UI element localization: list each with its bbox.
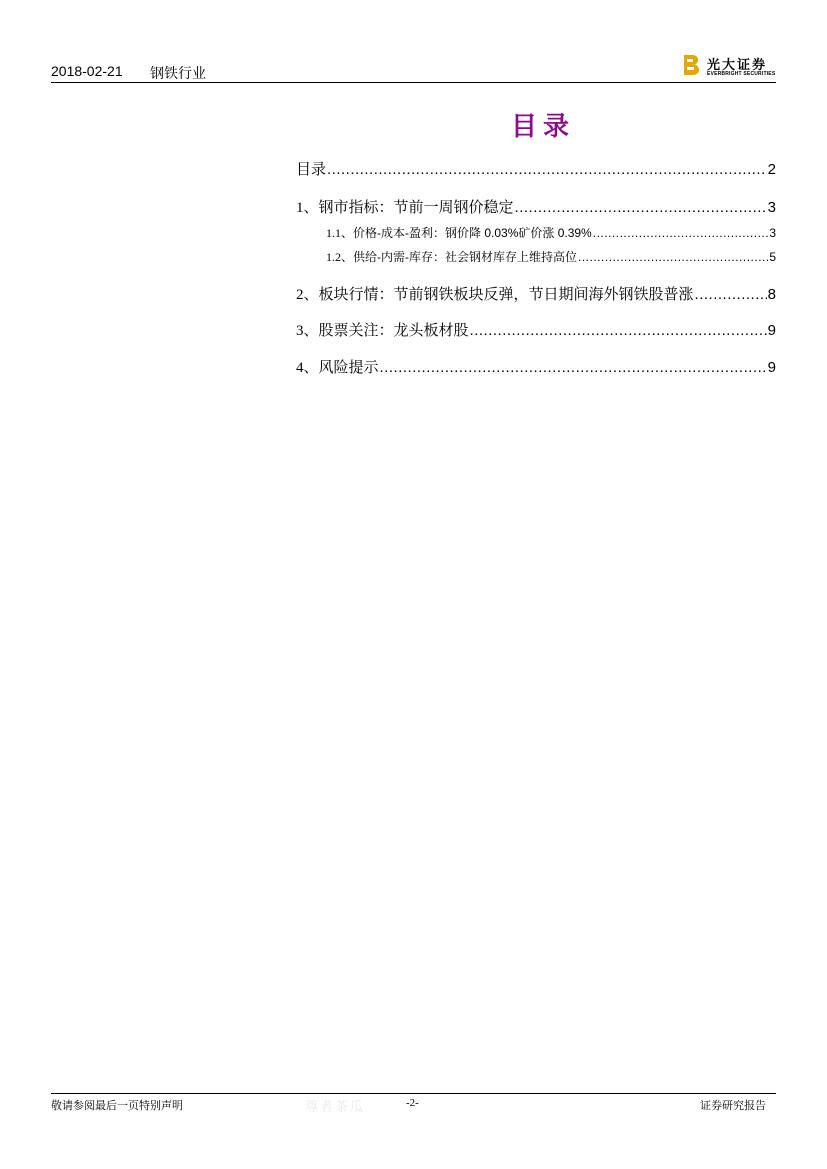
toc-leader-dots xyxy=(578,250,768,264)
toc-entry-label: 供给-内需-库存：社会钢材库存上维持高位 xyxy=(353,250,578,264)
toc-leader-dots xyxy=(515,199,767,216)
logo-mark-icon xyxy=(683,54,699,76)
toc-entry-label: 价格-成本-盈利：钢价降 0.03%矿价涨 0.39% xyxy=(353,226,592,240)
toc-leader-dots xyxy=(695,286,767,303)
toc-entry-number: 1.2、 xyxy=(326,250,354,264)
toc-leader-dots xyxy=(380,359,767,376)
toc-entry-4[interactable] xyxy=(296,356,776,377)
toc-entry-label: 股票关注：龙头板材股 xyxy=(318,322,469,339)
toc-leader-dots xyxy=(327,161,767,178)
logo-subtitle: EVERBRIGHT SECURITIES xyxy=(707,71,776,77)
toc-entry-label: 钢市指标：节前一周钢价稳定 xyxy=(318,199,514,216)
header-divider xyxy=(51,82,776,83)
toc-entry-page: 3 xyxy=(769,226,776,240)
toc-entry-number: 2、 xyxy=(296,287,319,303)
toc-entry-label: 目录 xyxy=(296,161,327,178)
footer-watermark: 尊者茶瓜 xyxy=(305,1099,366,1114)
toc-entry-1[interactable] xyxy=(296,196,776,217)
toc-entry-number: 3、 xyxy=(296,323,319,339)
footer-report-type: 证券研究报告 xyxy=(700,1100,766,1112)
toc-entry-page: 5 xyxy=(769,250,776,264)
toc-leader-dots xyxy=(470,322,767,339)
toc-entry-3[interactable] xyxy=(296,319,776,340)
header-date: 2018-02-21 xyxy=(51,63,123,79)
toc-title: 目录 xyxy=(511,112,576,142)
header-sector: 钢铁行业 xyxy=(150,65,206,81)
footer-page-number: -2- xyxy=(406,1097,419,1109)
toc-entry-label: 板块行情：节前钢铁板块反弹，节日期间海外钢铁股普涨 xyxy=(318,286,694,303)
toc-entry-number: 4、 xyxy=(296,360,319,376)
toc-entry-page: 8 xyxy=(767,286,776,303)
toc-entry-contents[interactable] xyxy=(296,158,776,179)
logo-name: 光大证券 xyxy=(707,58,768,73)
toc-entry-1-2[interactable] xyxy=(326,248,776,265)
toc-entry-number: 1.1、 xyxy=(326,226,354,240)
toc-entry-label: 风险提示 xyxy=(318,359,379,376)
toc-entry-number: 1、 xyxy=(296,200,319,216)
toc-entry-page: 2 xyxy=(767,161,776,178)
toc-entry-page: 9 xyxy=(767,359,776,376)
toc-entry-page: 3 xyxy=(767,199,776,216)
toc-entry-page: 9 xyxy=(767,322,776,339)
toc-leader-dots xyxy=(593,226,769,240)
footer-divider xyxy=(51,1093,776,1094)
footer-disclaimer: 敬请参阅最后一页特别声明 xyxy=(51,1100,183,1112)
company-logo xyxy=(683,52,778,80)
toc-entry-2[interactable] xyxy=(296,283,776,304)
toc-entry-1-1[interactable] xyxy=(326,224,776,241)
